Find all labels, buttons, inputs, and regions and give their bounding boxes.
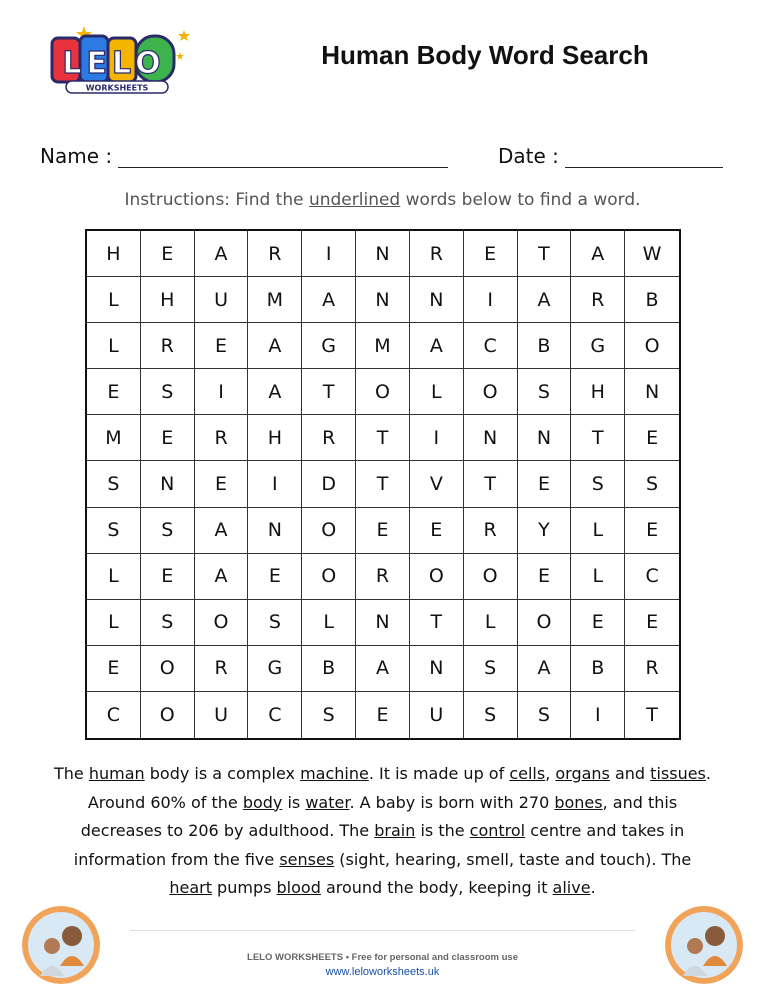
grid-cell[interactable]: S [141, 600, 195, 646]
instructions-underlined: underlined [308, 190, 401, 210]
clue-text: (sight, hearing, smell, taste and touch). The [334, 849, 692, 869]
grid-cell[interactable]: R [464, 508, 518, 554]
clue-paragraph [50, 760, 715, 903]
grid-cell[interactable]: N [356, 600, 410, 646]
grid-cell[interactable]: B [302, 646, 356, 692]
grid-cell[interactable]: G [571, 323, 625, 369]
grid-cell[interactable]: B [518, 323, 572, 369]
grid-cell[interactable]: E [518, 554, 572, 600]
grid-cell[interactable]: S [464, 692, 518, 738]
clue-text: . Around 60% of the [87, 764, 711, 812]
grid-cell[interactable]: S [571, 461, 625, 507]
grid-cell[interactable]: S [518, 692, 572, 738]
grid-cell[interactable]: E [141, 231, 195, 277]
grid-cell[interactable]: O [464, 369, 518, 415]
grid-cell[interactable]: C [464, 323, 518, 369]
grid-cell[interactable]: S [302, 692, 356, 738]
grid-cell[interactable]: O [195, 600, 249, 646]
clue-word: tissues [650, 764, 706, 783]
clue-word: senses [279, 849, 335, 869]
clue-word: cells [509, 764, 546, 783]
grid-cell[interactable]: O [141, 692, 195, 738]
grid-cell[interactable]: E [625, 600, 679, 646]
grid-cell[interactable]: R [625, 646, 679, 692]
grid-cell[interactable]: E [141, 554, 195, 600]
grid-cell[interactable]: E [625, 415, 679, 461]
grid-cell[interactable]: H [248, 415, 302, 461]
grid-cell[interactable]: E [356, 508, 410, 554]
name-field[interactable] [40, 144, 448, 168]
grid-cell[interactable]: N [410, 646, 464, 692]
grid-cell[interactable]: I [464, 277, 518, 323]
grid-cell[interactable]: L [410, 369, 464, 415]
lelo-logo [44, 24, 194, 96]
grid-cell[interactable]: S [464, 646, 518, 692]
grid-cell[interactable]: N [356, 277, 410, 323]
grid-cell[interactable]: G [302, 323, 356, 369]
grid-cell[interactable]: C [87, 692, 141, 738]
clue-text: The [54, 764, 89, 783]
grid-cell[interactable]: O [302, 554, 356, 600]
grid-cell[interactable]: R [141, 323, 195, 369]
grid-cell[interactable]: O [410, 554, 464, 600]
instructions-before: Instructions: Find the [124, 190, 309, 210]
clue-word: water [305, 792, 350, 812]
grid-cell[interactable]: S [87, 508, 141, 554]
page-title: Human Body Word Search [321, 40, 649, 70]
clue-word: blood [276, 878, 321, 897]
grid-cell[interactable]: D [302, 461, 356, 507]
clue-text: is the [415, 821, 470, 840]
grid-cell[interactable]: H [87, 231, 141, 277]
logo-subtitle: WORKSHEETS [85, 83, 149, 93]
grid-cell[interactable]: R [195, 415, 249, 461]
clue-text: around the body, keeping it [320, 878, 553, 897]
footer-divider [130, 930, 635, 931]
clue-text: , and this decreases to 206 by adulthood. The [80, 792, 678, 840]
grid-cell[interactable]: C [625, 554, 679, 600]
grid-cell[interactable]: W [625, 231, 679, 277]
grid-cell[interactable]: I [410, 415, 464, 461]
grid-cell[interactable]: O [464, 554, 518, 600]
grid-cell[interactable]: A [195, 508, 249, 554]
grid-cell[interactable]: I [302, 231, 356, 277]
grid-cell[interactable]: E [195, 461, 249, 507]
grid-cell[interactable]: R [571, 277, 625, 323]
grid-cell[interactable]: O [356, 369, 410, 415]
grid-cell[interactable]: M [356, 323, 410, 369]
grid-cell[interactable]: O [141, 646, 195, 692]
grid-cell[interactable]: L [571, 554, 625, 600]
grid-cell[interactable]: R [248, 231, 302, 277]
grid-cell[interactable]: T [356, 415, 410, 461]
date-line[interactable] [565, 145, 723, 168]
grid-cell[interactable]: S [248, 600, 302, 646]
grid-cell[interactable]: E [141, 415, 195, 461]
grid-cell[interactable]: S [87, 461, 141, 507]
word-search-grid [85, 229, 681, 740]
grid-cell[interactable]: L [571, 508, 625, 554]
grid-cell[interactable]: M [248, 277, 302, 323]
clue-word: heart [169, 878, 212, 897]
instructions-after: words below to find a word. [400, 190, 641, 210]
grid-cell[interactable]: T [646, 703, 658, 726]
grid-cell[interactable]: O [625, 323, 679, 369]
clue-word: bones [554, 792, 603, 812]
grid-cell[interactable]: N [625, 369, 679, 415]
logo-letters: LELO [62, 46, 166, 81]
grid-cell[interactable]: E [625, 508, 679, 554]
clue-text: . [590, 878, 596, 897]
footer-link[interactable]: www.leloworksheets.uk [325, 966, 440, 978]
grid-cell[interactable]: E [410, 508, 464, 554]
grid-cell[interactable]: S [141, 508, 195, 554]
clue-text: centre and takes in information from the five [73, 821, 685, 869]
grid-cell[interactable]: A [518, 277, 572, 323]
grid-cell[interactable]: T [464, 461, 518, 507]
grid-cell[interactable]: E [464, 231, 518, 277]
grid-cell[interactable]: T [356, 461, 410, 507]
grid-cell[interactable]: T [518, 231, 572, 277]
clue-text: , [545, 764, 556, 783]
grid-cell[interactable]: R [410, 231, 464, 277]
grid-cell[interactable]: R [195, 646, 249, 692]
grid-cell[interactable]: E [248, 554, 302, 600]
grid-cell[interactable]: I [248, 461, 302, 507]
grid-cell[interactable]: E [518, 461, 572, 507]
clue-text: pumps [211, 878, 277, 897]
grid-cell[interactable]: E [356, 692, 410, 738]
grid-cell[interactable]: M [87, 415, 141, 461]
instructions [0, 190, 765, 210]
grid-cell[interactable]: A [356, 646, 410, 692]
grid-cell[interactable]: N [248, 508, 302, 554]
grid-cell[interactable]: T [302, 369, 356, 415]
grid-cell[interactable]: B [625, 277, 679, 323]
name-label: Name : [40, 144, 113, 168]
grid-cell[interactable]: N [410, 277, 464, 323]
date-label: Date : [498, 144, 559, 168]
grid-cell[interactable]: A [195, 231, 249, 277]
grid-cell[interactable]: A [195, 554, 249, 600]
grid-cell[interactable]: N [356, 231, 410, 277]
grid-cell[interactable]: U [195, 277, 249, 323]
grid-cell[interactable]: I [571, 692, 625, 738]
grid-cell[interactable]: L [464, 600, 518, 646]
clue-text: . It is made up of [368, 764, 510, 783]
grid-cell[interactable]: B [571, 646, 625, 692]
grid-cell[interactable]: L [87, 323, 141, 369]
grid-cell[interactable]: H [571, 369, 625, 415]
grid-cell[interactable]: T [571, 415, 625, 461]
grid-cell[interactable]: N [464, 415, 518, 461]
grid-cell[interactable]: H [141, 277, 195, 323]
grid-cell[interactable]: Y [518, 508, 572, 554]
grid-cell[interactable]: O [518, 600, 572, 646]
clue-word: brain [374, 821, 416, 840]
grid-cell[interactable]: A [248, 369, 302, 415]
grid-cell[interactable]: L [87, 600, 141, 646]
grid-cell[interactable]: N [141, 461, 195, 507]
grid-cell[interactable]: O [302, 508, 356, 554]
grid-cell[interactable]: N [518, 415, 572, 461]
grid-cell[interactable]: A [518, 646, 572, 692]
clue-word: body [242, 792, 283, 812]
grid-cell[interactable]: A [302, 277, 356, 323]
grid-cell[interactable]: L [87, 277, 141, 323]
grid-cell[interactable]: C [248, 692, 302, 738]
grid-cell[interactable]: G [248, 646, 302, 692]
grid-cell[interactable]: A [571, 231, 625, 277]
clue-text: is [282, 792, 306, 812]
clue-text: body is a complex [144, 764, 301, 783]
name-line[interactable] [118, 145, 448, 168]
grid-cell[interactable]: R [356, 554, 410, 600]
grid-cell[interactable]: A [410, 323, 464, 369]
grid-cell[interactable]: E [571, 600, 625, 646]
clue-text: and [609, 764, 651, 783]
grid-cell[interactable]: U [195, 692, 249, 738]
grid-cell[interactable]: E [87, 369, 141, 415]
date-field[interactable] [498, 144, 723, 168]
clue-word: alive [552, 878, 591, 897]
grid-cell[interactable]: L [87, 554, 141, 600]
grid-cell[interactable]: E [195, 323, 249, 369]
grid-cell[interactable]: V [410, 461, 464, 507]
clue-word: machine [300, 764, 369, 783]
clue-word: human [88, 764, 145, 783]
clue-text: . A baby is born with 270 [349, 792, 555, 812]
grid-cell[interactable]: T [410, 600, 464, 646]
grid-cell[interactable]: I [195, 369, 249, 415]
clue-word: organs [555, 764, 610, 783]
grid-cell[interactable]: U [410, 692, 464, 738]
grid-cell[interactable]: S [625, 461, 679, 507]
footer-text: LELO WORKSHEETS • Free for personal and classroom use [247, 952, 518, 963]
grid-cell[interactable]: R [302, 415, 356, 461]
grid-cell[interactable]: L [302, 600, 356, 646]
grid-cell[interactable]: S [141, 369, 195, 415]
grid-cell[interactable]: A [248, 323, 302, 369]
clue-word: control [469, 821, 526, 840]
grid-cell[interactable]: E [87, 646, 141, 692]
grid-cell[interactable]: S [518, 369, 572, 415]
student-fields [40, 144, 740, 174]
